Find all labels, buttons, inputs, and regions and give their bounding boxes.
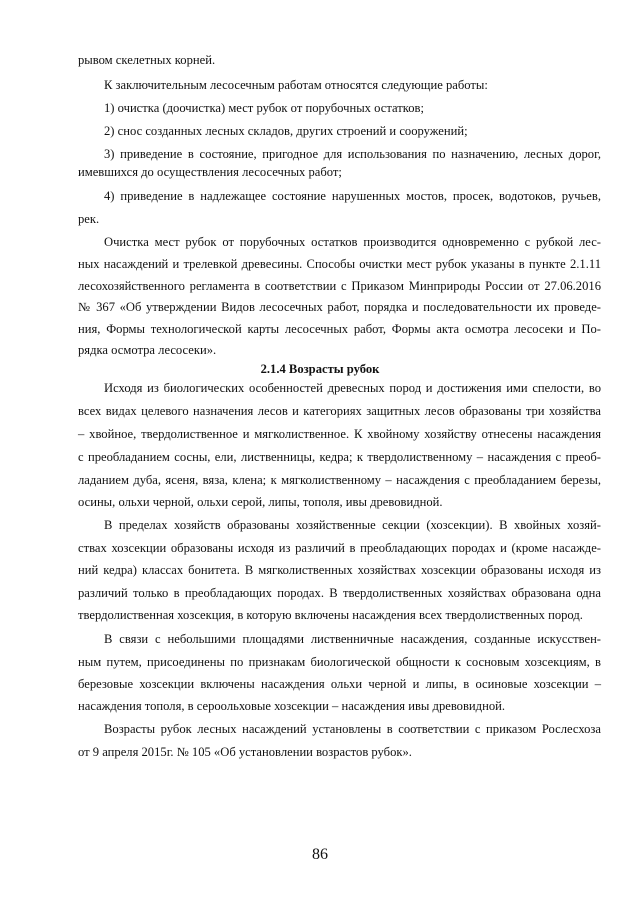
page-number: 86 bbox=[312, 846, 328, 863]
text-line: твердолиственная хозсекция, в которую включены насаждения всех твердолиственных пород. bbox=[78, 608, 583, 622]
text-line: от 9 апреля 2015г. № 105 «Об установлении возрастов рубок». bbox=[78, 745, 412, 759]
text-line: Очистка мест рубок от порубочных остатков производится одновременно с рубкой лес- bbox=[104, 235, 601, 249]
text-line: ния, Формы технологической карты лесосечных работ, Формы акта осмотра лесосеки и По- bbox=[78, 322, 601, 336]
text-line: № 367 «Об утверждении Видов лесосечных работ, порядка и последовательности их проведе- bbox=[78, 300, 601, 314]
text-line: 1) очистка (доочистка) мест рубок от порубочных остатков; bbox=[104, 101, 424, 115]
text-line: В связи с небольшими площадями лиственничные насаждения, созданные искусствен- bbox=[104, 632, 601, 646]
text-line: насаждения тополя, в сероольховые хозсекции – насаждения ивы древовидной. bbox=[78, 699, 506, 713]
text-line: березовые хозсекции включены насаждения ольхи черной и липы, в осиновые хозсекции – bbox=[78, 677, 601, 691]
section-heading: 2.1.4 Возрасты рубок bbox=[260, 362, 380, 376]
text-line: 3) приведение в состояние, пригодное для использования по назначению, лесных дорог, bbox=[104, 147, 601, 161]
text-line: ствах хозсекции образованы исходя из различий в преобладающих породах и (кроме насажде- bbox=[78, 541, 601, 555]
text-line: осины, ольхи черной, ольхи серой, липы, тополя, ивы древовидной. bbox=[78, 495, 443, 509]
text-line: рывом скелетных корней. bbox=[78, 53, 216, 67]
text-line: В пределах хозяйств образованы хозяйственные секции (хозсекции). В хвойных хозяй- bbox=[104, 518, 601, 532]
text-line: 2) снос созданных лесных складов, других строений и сооружений; bbox=[104, 124, 468, 138]
text-line: ным путем, присоединены по признакам биологической общности к сосновым хозсекциям, в bbox=[78, 655, 601, 669]
text-line: 4) приведение в надлежащее состояние нарушенных мостов, просек, водотоков, ручьев, bbox=[104, 189, 601, 203]
text-line: имевшихся до осуществления лесосечных работ; bbox=[78, 165, 342, 179]
text-line: всех видах целевого назначения лесов и категориях защитных лесов образованы три хозяйства bbox=[78, 404, 601, 418]
text-line: К заключительным лесосечным работам относятся следующие работы: bbox=[104, 78, 488, 92]
text-line: рядка осмотра лесосеки». bbox=[78, 343, 217, 357]
text-line: рек. bbox=[78, 212, 100, 226]
text-line: ладанием дуба, ясеня, вяза, клена; к мягколиственному – насаждения с преобладанием березы, bbox=[78, 473, 601, 487]
text-line: Возрасты рубок лесных насаждений установлены в соответствии с приказом Рослесхоза bbox=[104, 722, 601, 736]
text-line: ний кедра) классах бонитета. В мягколиственных хозяйствах хозсекции образованы исходя из bbox=[78, 563, 601, 577]
text-line: ных насаждений и трелевкой древесины. Способы очистки мест рубок указаны в пункте 2.1.11 bbox=[78, 257, 601, 271]
text-line: различий только в преобладающих породах. В твердолиственных хозяйствах образована одна bbox=[78, 586, 601, 600]
text-line: лесохозяйственного регламента в соответствии с Приказом Минприроды России от 27.06.2016 bbox=[78, 279, 601, 293]
text-line: Исходя из биологических особенностей древесных пород и достижения ими спелости, во bbox=[104, 381, 601, 395]
text-line: – хвойное, твердолиственное и мягколиственное. К хвойному хозяйству отнесены насаждения bbox=[78, 427, 601, 441]
text-line: с преобладанием сосны, ели, лиственницы, кедра; к твердолиственному – насаждения с преоб- bbox=[78, 450, 601, 464]
